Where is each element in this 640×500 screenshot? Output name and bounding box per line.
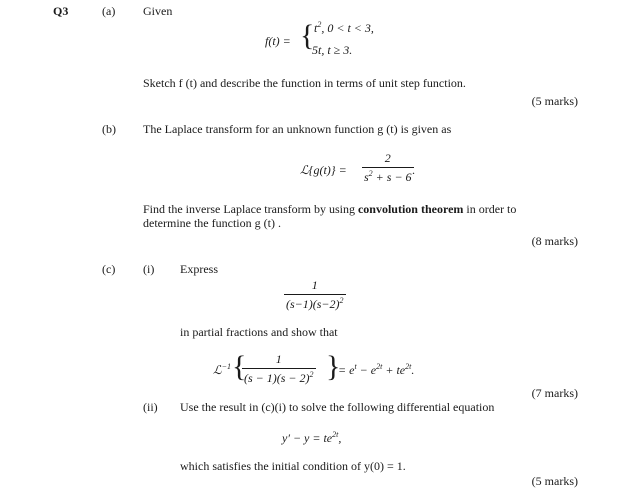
part-c-i-label: (i): [143, 262, 155, 276]
piecewise-case-1: $t^2$, 0 < t < 3,: [314, 20, 374, 35]
part-b-instruction-line2: determine the function g (t) .: [143, 216, 281, 230]
part-c-i-show: in partial fractions and show that: [180, 325, 338, 339]
partial-fraction-expression: [284, 278, 346, 312]
inverse-numerator: 1: [275, 352, 282, 366]
part-c-i-marks: (7 marks): [531, 386, 578, 400]
pf-denominator: $(s-1)(s-2)^2$: [286, 296, 344, 311]
inverse-laplace-lhs: ℒ$^{-1}$: [213, 362, 232, 377]
part-c-label: (c): [102, 262, 116, 276]
part-a-label: (a): [102, 4, 116, 18]
laplace-lhs: ℒ{g(t)} =: [300, 163, 347, 177]
part-b-marks: (8 marks): [531, 234, 578, 248]
part-a-instruction: Sketch f (t) and describe the function in terms of unit step function.: [143, 76, 466, 90]
part-b-intro: The Laplace transform for an unknown function g (t) is given as: [143, 122, 452, 136]
initial-condition: which satisfies the initial condition of y(0) = 1.: [180, 459, 406, 473]
part-c-ii-marks: (5 marks): [531, 474, 578, 488]
inverse-laplace-fraction: [242, 352, 316, 386]
part-c-ii-instruction: Use the result in (c)(i) to solve the following differential equation: [180, 400, 495, 414]
inverse-laplace-rhs: = $e^t - e^{2t} + te^{2t}$.: [338, 362, 415, 377]
part-c-i-express: Express: [180, 262, 218, 276]
part-a-marks: (5 marks): [531, 94, 578, 108]
inverse-brace-open: {: [232, 350, 247, 383]
part-b-instruction: Find the inverse Laplace transform by using convolution theorem in order to: [143, 202, 517, 216]
laplace-numerator: 2: [384, 151, 391, 165]
inverse-brace-close: }: [326, 350, 341, 383]
piecewise-lhs: f(t) =: [265, 34, 291, 48]
laplace-denominator: $s^2 + s - 6$: [364, 169, 412, 184]
question-number: Q3: [53, 4, 69, 18]
piecewise-case-2: 5t, t ≥ 3.: [312, 43, 353, 57]
part-c-ii-label: (ii): [143, 400, 158, 414]
part-a-given: Given: [143, 4, 173, 18]
laplace-tail: .: [412, 163, 415, 177]
pf-numerator: 1: [311, 278, 318, 292]
part-b-label: (b): [102, 122, 116, 136]
laplace-fraction: [362, 151, 414, 185]
convolution-theorem: convolution theorem: [357, 202, 464, 216]
piecewise-brace: {: [300, 19, 315, 52]
inverse-denominator: $(s - 1)(s - 2)^2$: [244, 370, 314, 385]
differential-equation: $y' - y = te^{2t}$,: [282, 430, 342, 445]
